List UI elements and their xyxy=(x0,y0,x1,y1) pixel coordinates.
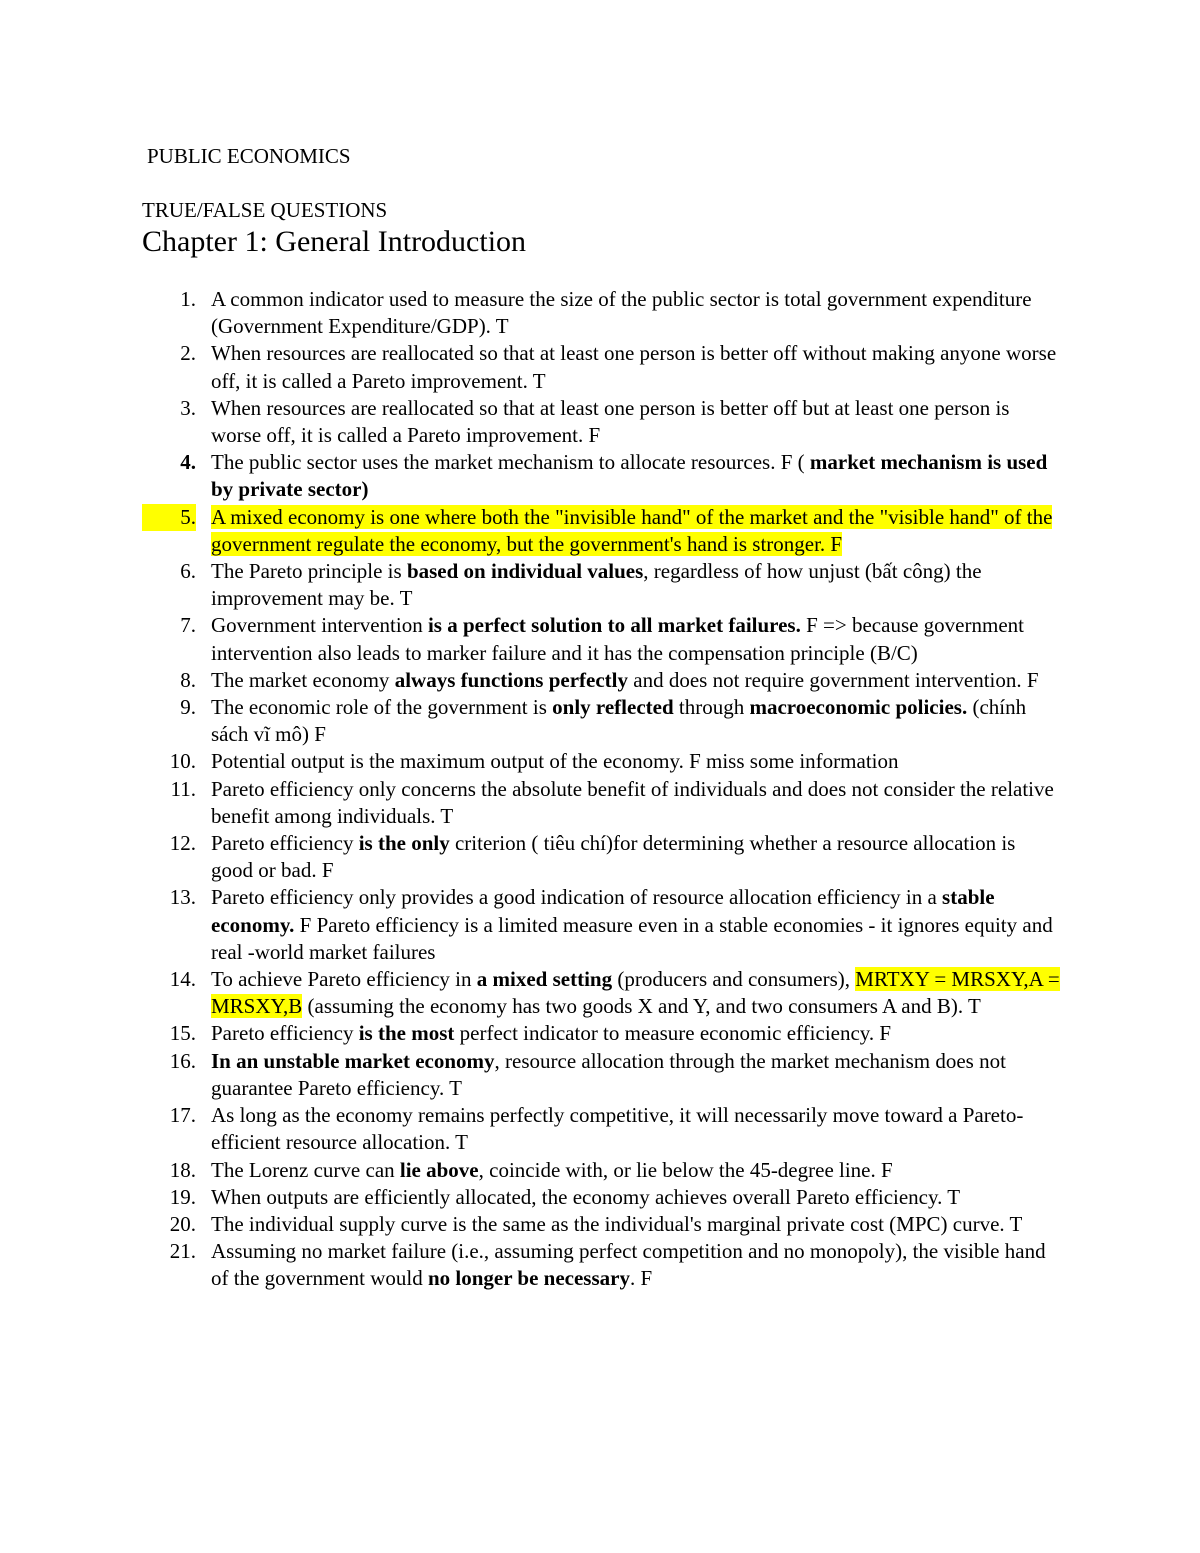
question-item xyxy=(142,966,1062,1020)
emphasis-text: no longer be necessary xyxy=(427,1266,630,1291)
question-number: 18. xyxy=(169,1157,196,1182)
emphasis-text: In an unstable market economy xyxy=(211,1048,495,1073)
document-title: PUBLIC ECONOMICS xyxy=(147,144,351,168)
emphasis-text: lie above xyxy=(399,1157,479,1182)
question-number: 12. xyxy=(169,831,196,856)
question-item xyxy=(142,558,1062,612)
question-text: , regardless of how unjust (bất công) the improvement may be. T xyxy=(211,559,982,611)
question-text: (chính sách vĩ mô) F xyxy=(211,695,1027,747)
question-text: The economic role of the government is xyxy=(211,695,553,720)
question-number: 20. xyxy=(169,1211,196,1236)
emphasis-text: always functions perfectly xyxy=(394,667,628,692)
question-item-highlighted xyxy=(142,504,1062,558)
chapter-heading: Chapter 1: General Introduction xyxy=(142,225,527,258)
question-text: The Pareto principle is xyxy=(211,559,407,584)
question-text: and does not require government intervention. F xyxy=(628,667,1039,692)
question-item xyxy=(142,1020,1062,1047)
question-item xyxy=(142,748,1062,775)
question-text: , coincide with, or lie below the 45-degree line. F xyxy=(478,1157,893,1182)
question-text: Pareto efficiency only provides a good indication of resource allocation efficiency in a xyxy=(211,885,943,910)
emphasis-text: only reflected xyxy=(552,695,674,720)
question-text: As long as the economy remains perfectly competitive, it will necessarily move toward a Pareto-efficient resource allocation. T xyxy=(211,1103,1024,1155)
question-number: 13. xyxy=(169,885,196,910)
question-number: 7. xyxy=(180,613,196,638)
emphasis-text: based on individual values xyxy=(406,559,644,584)
question-item xyxy=(142,449,1062,503)
question-item xyxy=(142,1157,1062,1184)
question-item xyxy=(142,340,1062,394)
document-subtitle: TRUE/FALSE QUESTIONS xyxy=(142,198,388,222)
question-item xyxy=(142,667,1062,694)
question-text: When resources are reallocated so that at least one person is better off but at least one person is worse off, it is called a Pareto improvement. F xyxy=(211,395,1010,448)
question-number: 14. xyxy=(169,967,196,992)
question-text: (producers and consumers), xyxy=(612,967,856,992)
question-text: F Pareto efficiency is a limited measure even in a stable economies - it ignores equity and real -world market failures xyxy=(211,912,1053,964)
question-text: Assuming no market failure (i.e., assuming perfect competition and no monopoly), the visible hand of the government would xyxy=(211,1239,1046,1291)
question-number: 15. xyxy=(169,1021,196,1046)
question-number: 5. xyxy=(142,504,196,531)
highlighted-formula: MRTXY = MRSXY,A = MRSXY,B xyxy=(211,967,1060,1019)
question-number: 17. xyxy=(169,1103,196,1128)
question-number: 4. xyxy=(180,450,196,475)
question-text: Government intervention xyxy=(211,613,428,638)
question-text: through xyxy=(673,695,750,720)
highlighted-question-text: A mixed economy is one where both the "invisible hand" of the market and the "visible hand" of the government regulate the economy, but the government's hand is stronger. F xyxy=(211,504,1053,556)
question-item xyxy=(142,1238,1062,1292)
question-number: 11. xyxy=(170,776,196,801)
question-number: 8. xyxy=(180,667,196,692)
question-number: 2. xyxy=(180,341,196,366)
question-item xyxy=(142,694,1062,748)
emphasis-text: is the only xyxy=(358,831,450,856)
question-number: 21. xyxy=(169,1239,196,1264)
emphasis-text: is a perfect solution to all market failures. xyxy=(427,613,801,638)
question-text: The market economy xyxy=(211,667,395,692)
question-text: The individual supply curve is the same as the individual's marginal private cost (MPC) curve. T xyxy=(211,1211,1023,1236)
question-item xyxy=(142,884,1062,966)
question-text: When resources are reallocated so that at least one person is better off without making anyone worse off, it is called a Pareto improvement. T xyxy=(211,341,1057,393)
emphasis-text: is the most xyxy=(358,1021,455,1046)
question-text: Pareto efficiency xyxy=(211,1021,359,1046)
question-text: F => because government intervention also leads to marker failure and it has the compensation principle (B/C) xyxy=(211,613,1024,665)
question-item xyxy=(142,1184,1062,1211)
question-text: To achieve Pareto efficiency in xyxy=(211,967,477,992)
question-number: 16. xyxy=(169,1048,196,1073)
question-text: . F xyxy=(629,1266,653,1291)
question-item xyxy=(142,286,1062,340)
question-item xyxy=(142,776,1062,830)
question-item xyxy=(142,830,1062,884)
question-item xyxy=(142,612,1062,666)
question-text: Pareto efficiency only concerns the absolute benefit of individuals and does not consider the relative benefit among individuals. T xyxy=(211,776,1054,828)
question-number: 10. xyxy=(169,749,196,774)
question-text: , resource allocation through the market mechanism does not guarantee Pareto efficiency. T xyxy=(211,1048,1006,1100)
question-number: 3. xyxy=(180,395,196,420)
question-number: 1. xyxy=(180,287,196,311)
emphasis-text: market mechanism is used by private sector) xyxy=(211,450,1048,502)
question-text: Potential output is the maximum output of the economy. F miss some information xyxy=(211,749,899,774)
question-item xyxy=(142,1211,1062,1238)
emphasis-text: a mixed setting xyxy=(476,967,613,992)
question-item xyxy=(142,1102,1062,1156)
question-item xyxy=(142,395,1062,449)
question-number: 19. xyxy=(169,1184,196,1209)
question-number: 9. xyxy=(180,695,196,720)
question-text: The public sector uses the market mechanism to allocate resources. F ( xyxy=(211,450,810,475)
question-text: (assuming the economy has two goods X and Y, and two consumers A and B). T xyxy=(302,994,981,1019)
emphasis-text: macroeconomic policies. xyxy=(749,695,968,720)
question-text: criterion ( tiêu chí)for determining whether a resource allocation is good or bad. F xyxy=(211,831,1016,883)
question-text: When outputs are efficiently allocated, the economy achieves overall Pareto efficiency. T xyxy=(211,1184,961,1209)
question-list xyxy=(142,286,1062,1293)
question-text: perfect indicator to measure economic efficiency. F xyxy=(454,1021,892,1046)
question-text: A common indicator used to measure the size of the public sector is total government expenditure (Government Expenditure/GDP). T xyxy=(211,287,1032,339)
emphasis-text: stable economy. xyxy=(211,885,995,937)
question-text: Pareto efficiency xyxy=(211,831,359,856)
question-text: The Lorenz curve can xyxy=(211,1157,400,1182)
question-number: 6. xyxy=(180,559,196,584)
question-item xyxy=(142,1048,1062,1102)
